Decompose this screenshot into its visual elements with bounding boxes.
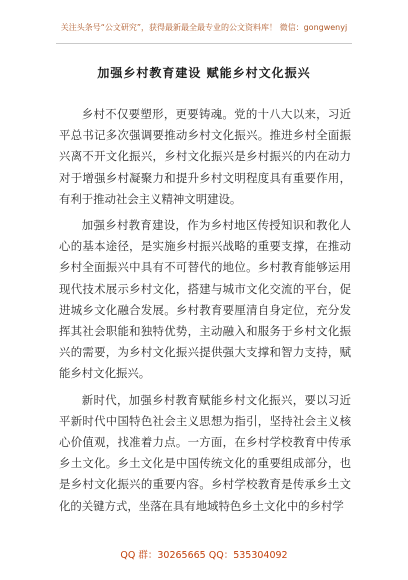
- body-paragraph-2: 加强乡村教育建设，作为乡村地区传授知识和教化人心的基本途径，是实施乡村振兴战略的重要支撑，在推动乡村全面振兴中具有不可替代的地位。乡村教育能够运用现代技术展示乡村文化，搭建与城市文化交流的平台，促进城乡文化融合发展。乡村教育要厘清自身定位，充分发挥其社会职能和独特优势，主动融入和服务于乡村文化振兴的需要，为乡村文化振兴提供强大支撑和智力支持，赋能乡村文化振兴。: [59, 218, 351, 381]
- header-divider: [56, 43, 352, 44]
- header-notice: 关注头条号“公文研究”，获得最新最全最专业的公文资料库！ 微信：gongwenyj: [60, 23, 348, 32]
- footer-contact: QQ 群：30265665 QQ：535304092: [120, 550, 288, 561]
- document-body: [59, 104, 351, 517]
- body-paragraph-3: 新时代，加强乡村教育赋能乡村文化振兴，要以习近平新时代中国特色社会主义思想为指引，坚持社会主义核心价值观，找准着力点。一方面，在乡村学校教育中传承乡土文化。乡土文化是中国传统文化的重要组成部分，也是乡村文化振兴的重要内容。乡村学校教育是传承乡土文化的关键方式，坐落在具有地域特色乡土文化中的乡村学: [59, 392, 351, 513]
- body-paragraph-1: 乡村不仅要塑形，更要铸魂。党的十八大以来，习近平总书记多次强调要推动乡村文化振兴。推进乡村全面振兴离不开文化振兴，乡村文化振兴是乡村振兴的内在动力对于增强乡村凝聚力和提升乡村文明程度具有重要作用，有利于推动社会主义精神文明建设。: [59, 107, 351, 206]
- document-title: 加强乡村教育建设 赋能乡村文化振兴: [97, 66, 311, 80]
